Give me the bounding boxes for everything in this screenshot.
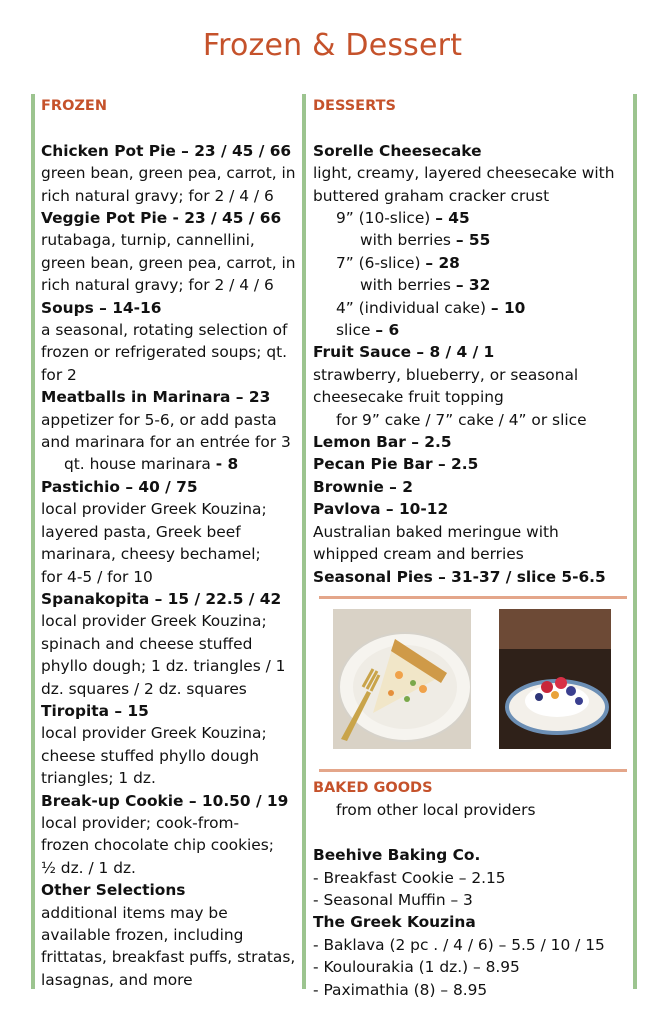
item-desc: frozen chocolate chip cookies; [41, 836, 274, 855]
dessert-item-cheesecake [313, 140, 633, 342]
frozen-item [41, 476, 299, 588]
frozen-item [41, 207, 299, 297]
item-desc: local provider Greek Kouzina; [41, 724, 267, 743]
sub-price: - 8 [215, 455, 239, 474]
baked-goods-heading: BAKED GOODS [313, 779, 433, 796]
item-desc: available frozen, including [41, 926, 244, 944]
frozen-item [41, 140, 299, 207]
item-desc: appetizer for 5-6, or add pasta [41, 410, 277, 429]
middle-rule [302, 94, 306, 989]
item-desc: for 4-5 / for 10 [41, 567, 153, 586]
item-name: Fruit Sauce – 8 / 4 / 1 [313, 343, 495, 362]
dessert-item-seasonal-pies: Seasonal Pies – 31-37 / slice 5-6.5 [313, 567, 606, 586]
size-label: with berries [360, 231, 451, 250]
size-option [313, 319, 633, 341]
size-option [313, 274, 633, 296]
item-name: Spanakopita – 15 / 22.5 / 42 [41, 589, 282, 608]
baked-goods-subtitle: from other local providers [336, 801, 536, 820]
size-price: – 28 [425, 253, 460, 272]
pavlova-image [499, 609, 611, 749]
item-desc: whipped cream and berries [313, 545, 524, 564]
item-desc: green bean, green pea, carrot, in [41, 164, 296, 183]
item-desc: local provider Greek Kouzina; [41, 612, 267, 631]
provider-greek-kouzina [313, 911, 633, 1001]
item-name: Other Selections [41, 881, 186, 900]
item-name: Chicken Pot Pie – 23 / 45 / 66 [41, 141, 292, 160]
item-desc: dz. squares / 2 dz. squares [41, 679, 247, 698]
size-option [313, 252, 633, 274]
provider-item: - Baklava (2 pc . / 4 / 6) – 5.5 / 10 / 15 [313, 935, 605, 954]
provider-item: - Breakfast Cookie – 2.15 [313, 868, 506, 887]
item-desc: green bean, green pea, carrot, in [41, 253, 296, 272]
item-name: Pastichio – 40 / 75 [41, 477, 198, 496]
item-name: Break-up Cookie – 10.50 / 19 [41, 791, 289, 810]
photo-row [313, 599, 633, 769]
page-title: Frozen & Dessert [202, 28, 463, 63]
size-option [313, 229, 633, 251]
item-desc: frittatas, breakfast puffs, stratas, [41, 948, 296, 967]
size-price: – 10 [490, 298, 526, 317]
item-name: Veggie Pot Pie - 23 / 45 / 66 [41, 209, 282, 227]
item-desc: marinara, cheesy bechamel; [41, 545, 261, 564]
item-desc: local provider Greek Kouzina; [41, 500, 267, 519]
item-desc: light, creamy, layered cheesecake with [313, 164, 615, 183]
provider-item: - Paximathia (8) – 8.95 [313, 980, 488, 999]
size-label: 9” (10-slice) [336, 209, 431, 227]
pot-pie-photo [333, 609, 471, 749]
item-desc: layered pasta, Greek beef [41, 522, 241, 541]
size-price: – 45 [435, 209, 470, 227]
item-name: Soups – 14-16 [41, 298, 162, 317]
size-label: 4” (individual cake) [336, 298, 486, 317]
item-desc: local provider; cook-from- [41, 813, 240, 832]
item-desc: for 2 [41, 365, 77, 384]
frozen-item [41, 879, 299, 991]
size-label: slice [336, 321, 371, 340]
item-desc: ½ dz. / 1 dz. [41, 858, 136, 877]
item-name: Meatballs in Marinara – 23 [41, 388, 271, 407]
desserts-heading: DESSERTS [313, 98, 396, 114]
dessert-item-fruit-sauce [313, 341, 633, 431]
pot-pie-image [333, 609, 471, 749]
frozen-item [41, 588, 299, 700]
size-price: – 6 [375, 321, 400, 340]
provider-item: - Koulourakia (1 dz.) – 8.95 [313, 958, 520, 977]
item-desc: cheese stuffed phyllo dough [41, 746, 260, 765]
provider-name: The Greek Kouzina [313, 913, 476, 932]
dessert-item-pecan-pie-bar: Pecan Pie Bar – 2.5 [313, 455, 479, 474]
item-note: for 9” cake / 7” cake / 4” or slice [336, 410, 587, 429]
provider-name: Beehive Baking Co. [313, 846, 481, 865]
size-option [313, 297, 633, 319]
item-name: Tiropita – 15 [41, 701, 149, 720]
size-price: – 32 [455, 276, 491, 295]
item-desc: spinach and cheese stuffed [41, 634, 253, 653]
item-desc: phyllo dough; 1 dz. triangles / 1 [41, 657, 286, 676]
item-desc: cheesecake fruit topping [313, 388, 504, 407]
item-desc: strawberry, blueberry, or seasonal [313, 365, 579, 384]
left-rule [31, 94, 35, 989]
item-name: Sorelle Cheesecake [313, 141, 482, 160]
frozen-item [41, 790, 299, 880]
size-label: with berries [360, 276, 451, 295]
dessert-item-brownie: Brownie – 2 [313, 477, 413, 496]
frozen-item [41, 297, 299, 387]
item-desc: rich natural gravy; for 2 / 4 / 6 [41, 276, 274, 295]
frozen-item [41, 386, 299, 476]
size-option [313, 207, 633, 229]
frozen-item [41, 700, 299, 790]
pavlova-photo [499, 609, 611, 749]
item-desc: lasagnas, and more [41, 970, 193, 989]
dessert-item-pavlova: Pavlova – 10-12 [313, 500, 449, 519]
item-desc: frozen or refrigerated soups; qt. [41, 343, 288, 362]
frozen-heading: FROZEN [41, 98, 107, 114]
item-desc: rutabaga, turnip, cannellini, [41, 231, 255, 250]
sub-label: qt. house marinara [64, 455, 211, 474]
size-price: – 55 [455, 231, 491, 250]
item-sub-option [41, 453, 299, 475]
desserts-column [313, 95, 633, 1001]
item-desc: Australian baked meringue with [313, 522, 559, 541]
right-rule [633, 94, 637, 989]
provider-item: - Seasonal Muffin – 3 [313, 890, 473, 909]
item-desc: buttered graham cracker crust [313, 186, 550, 205]
item-desc: triangles; 1 dz. [41, 769, 156, 788]
item-desc: rich natural gravy; for 2 / 4 / 6 [41, 186, 274, 205]
item-desc: additional items may be [41, 903, 228, 922]
item-desc: and marinara for an entrée for 3 [41, 433, 291, 452]
provider-beehive [313, 844, 633, 911]
dessert-item-lemon-bar: Lemon Bar – 2.5 [313, 433, 452, 452]
item-desc: a seasonal, rotating selection of [41, 321, 288, 340]
frozen-column [41, 95, 299, 991]
size-label: 7” (6-slice) [336, 253, 421, 272]
